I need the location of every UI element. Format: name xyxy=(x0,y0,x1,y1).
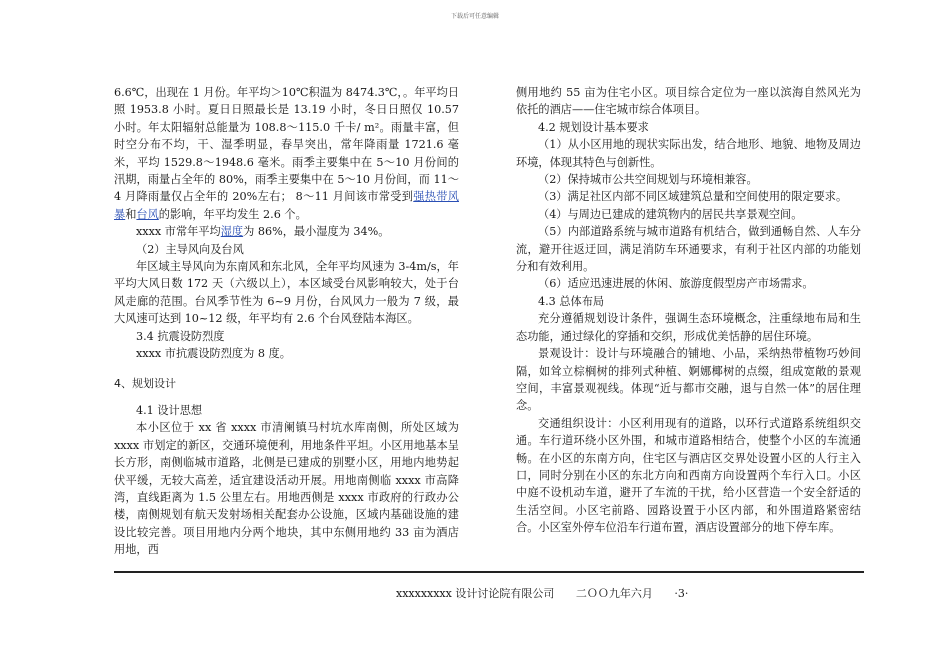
design-concept-heading: 4.1 设计思想 xyxy=(136,403,203,417)
footer xyxy=(396,585,706,601)
traffic-paragraph: 交通组织设计：小区利用现有的道路，以环行式道路系统组织交通。车行道环绕小区外围，和城市道路相结合，使整个小区的车流通畅。在小区的东南方向，住宅区与酒店区交界处设置小区的人行主入口，同时分别在小区的东北方向和西南方向设置两个车行入口。小区中庭不设机动车道，避开了车流的干扰，给小区营造一个安全舒适的生活空间。小区宅前路、园路设置于小区内部，和外围道路紧密结合。小区室外停车位沿车行道布置，酒店设置部分的地下停车库。 xyxy=(516,416,861,535)
climate-paragraph xyxy=(114,84,459,223)
requirement-1: （1）从小区用地的现状实际出发，结合地形、地貌、地物及周边环境，体现其特色与创新性。 xyxy=(516,138,861,169)
seismic-heading: 3.4 抗震设防烈度 xyxy=(136,329,225,343)
page-number: ·3· xyxy=(674,587,689,600)
link-typhoon[interactable]: 台风 xyxy=(136,207,159,221)
humidity-text-end: 为 86%，最小湿度为 34%。 xyxy=(243,225,390,239)
seismic-paragraph: xxxx 市抗震设防烈度为 8 度。 xyxy=(136,347,291,361)
section-heading-planning: 4、规划设计 xyxy=(114,376,176,390)
requirement-6: （6）适应迅速进展的休闲、旅游度假型房产市场需求。 xyxy=(538,277,814,291)
climate-text: 6.6℃，出现在 1 月份。年平均＞10℃积温为 8474.3℃，。年平均日照 1953.8 小时。夏日日照最长是 13.19 小时，冬日日照仅 10.57 小时。年太阳辐射总能量为 108.8～115.0 千卡/ m²。雨量丰富，但时空分布不均，干、湿季明显，春旱突出，常年降雨量 1721.6 毫米，平均 1529.8～1948.6 毫米。雨季主要集中在 5～10 月份间的汛期，雨量占全年的 80%，雨季主要集中在 5～10 月份间，而 11～4 月降雨量仅占全年的 20%左右； 8～11 月间该市常受到 xyxy=(114,86,459,204)
layout-heading: 4.3 总体布局 xyxy=(538,294,605,308)
footer-date: 二ＯＯ九年六月 xyxy=(575,587,653,600)
requirement-3: （3）满足社区内部不同区域建筑总量和空间使用的限定要求。 xyxy=(538,190,848,204)
requirement-5: （5）内部道路系统与城市道路有机结合，做到通畅自然、人车分流，避开往返迂回，满足消防车环通要求，有利于社区内部的功能划分和有效利用。 xyxy=(516,225,861,274)
requirements-heading: 4.2 规划设计基本要求 xyxy=(538,120,649,134)
wind-paragraph: 年区域主导风向为东南风和东北风，全年平均风速为 3-4m/s，年平均大风日数 172 天（六级以上），本区域受台风影响较大，处于台风走廊的范围。台风季节性为 6~9 月份，台风风力一般为 7 级，最大风速可达到 10~12 级，年平均有 2.6 个台风登陆本海区。 xyxy=(114,260,459,326)
project-position-paragraph: 侧用地约 55 亩为住宅小区。项目综合定位为一座以滨海自然风光为依托的酒店——住宅城市综合体项目。 xyxy=(516,86,861,117)
header-note: 下载后可任意编辑 xyxy=(450,13,499,20)
humidity-paragraph xyxy=(114,223,459,240)
wind-subheading: （2）主导风向及台风 xyxy=(136,242,244,256)
right-column xyxy=(516,84,861,537)
conjunction-text: 和 xyxy=(125,207,137,221)
design-concept-paragraph: 本小区位于 xx 省 xxxx 市清阑镇马村坑水库南侧，所处区域为 xxxx 市划定的新区，交通环境便利，用地条件平坦。小区用地基本呈长方形，南侧临城市道路，北侧是已建成的别墅小区，用地内地势起伏平缓，无较大高差，适宜建设活动开展。用地南侧临 xxxx 市高降湾，直线距离为 1.5 公里左右。用地西侧是 xxxx 市政府的行政办公楼，南侧规划有航天发射场相关配套办公设施，区域内基础设施的建设比较完善。项目用地内分两个地块，其中东侧用地约 33 亩为酒店用地，西 xyxy=(114,421,459,557)
requirement-2: （2）保持城市公共空间规划与环境相兼容。 xyxy=(538,173,758,187)
left-column xyxy=(114,84,459,559)
landscape-paragraph: 景观设计：设计与环境融合的铺地、小品，采纳热带植物巧妙间隔，如耸立棕榈树的排列式种植、婀娜椰树的点缀，组成宽敞的景观空间，丰富景观视线。体现“近与都市交融，退与自然一体”的居住理念。 xyxy=(516,347,861,413)
link-tropical-storm[interactable]: 强热带风暴 xyxy=(114,190,459,221)
layout-paragraph: 充分遵循规划设计条件，强调生态环境概念，注重绿地布局和生态功能，通过绿化的穿插和交织，形成优美恬静的居住环境。 xyxy=(516,312,861,343)
footer-rule xyxy=(114,571,864,573)
requirement-4: （4）与周边已建成的建筑物内的居民共享景观空间。 xyxy=(538,207,803,221)
footer-company: xxxxxxxxx 设计讨论院有限公司 xyxy=(396,587,555,600)
climate-text-end: 的影响，年平均发生 2.6 个。 xyxy=(158,207,307,221)
humidity-text: xxxx 市常年平均 xyxy=(136,225,221,239)
link-humidity[interactable]: 湿度 xyxy=(220,225,244,239)
